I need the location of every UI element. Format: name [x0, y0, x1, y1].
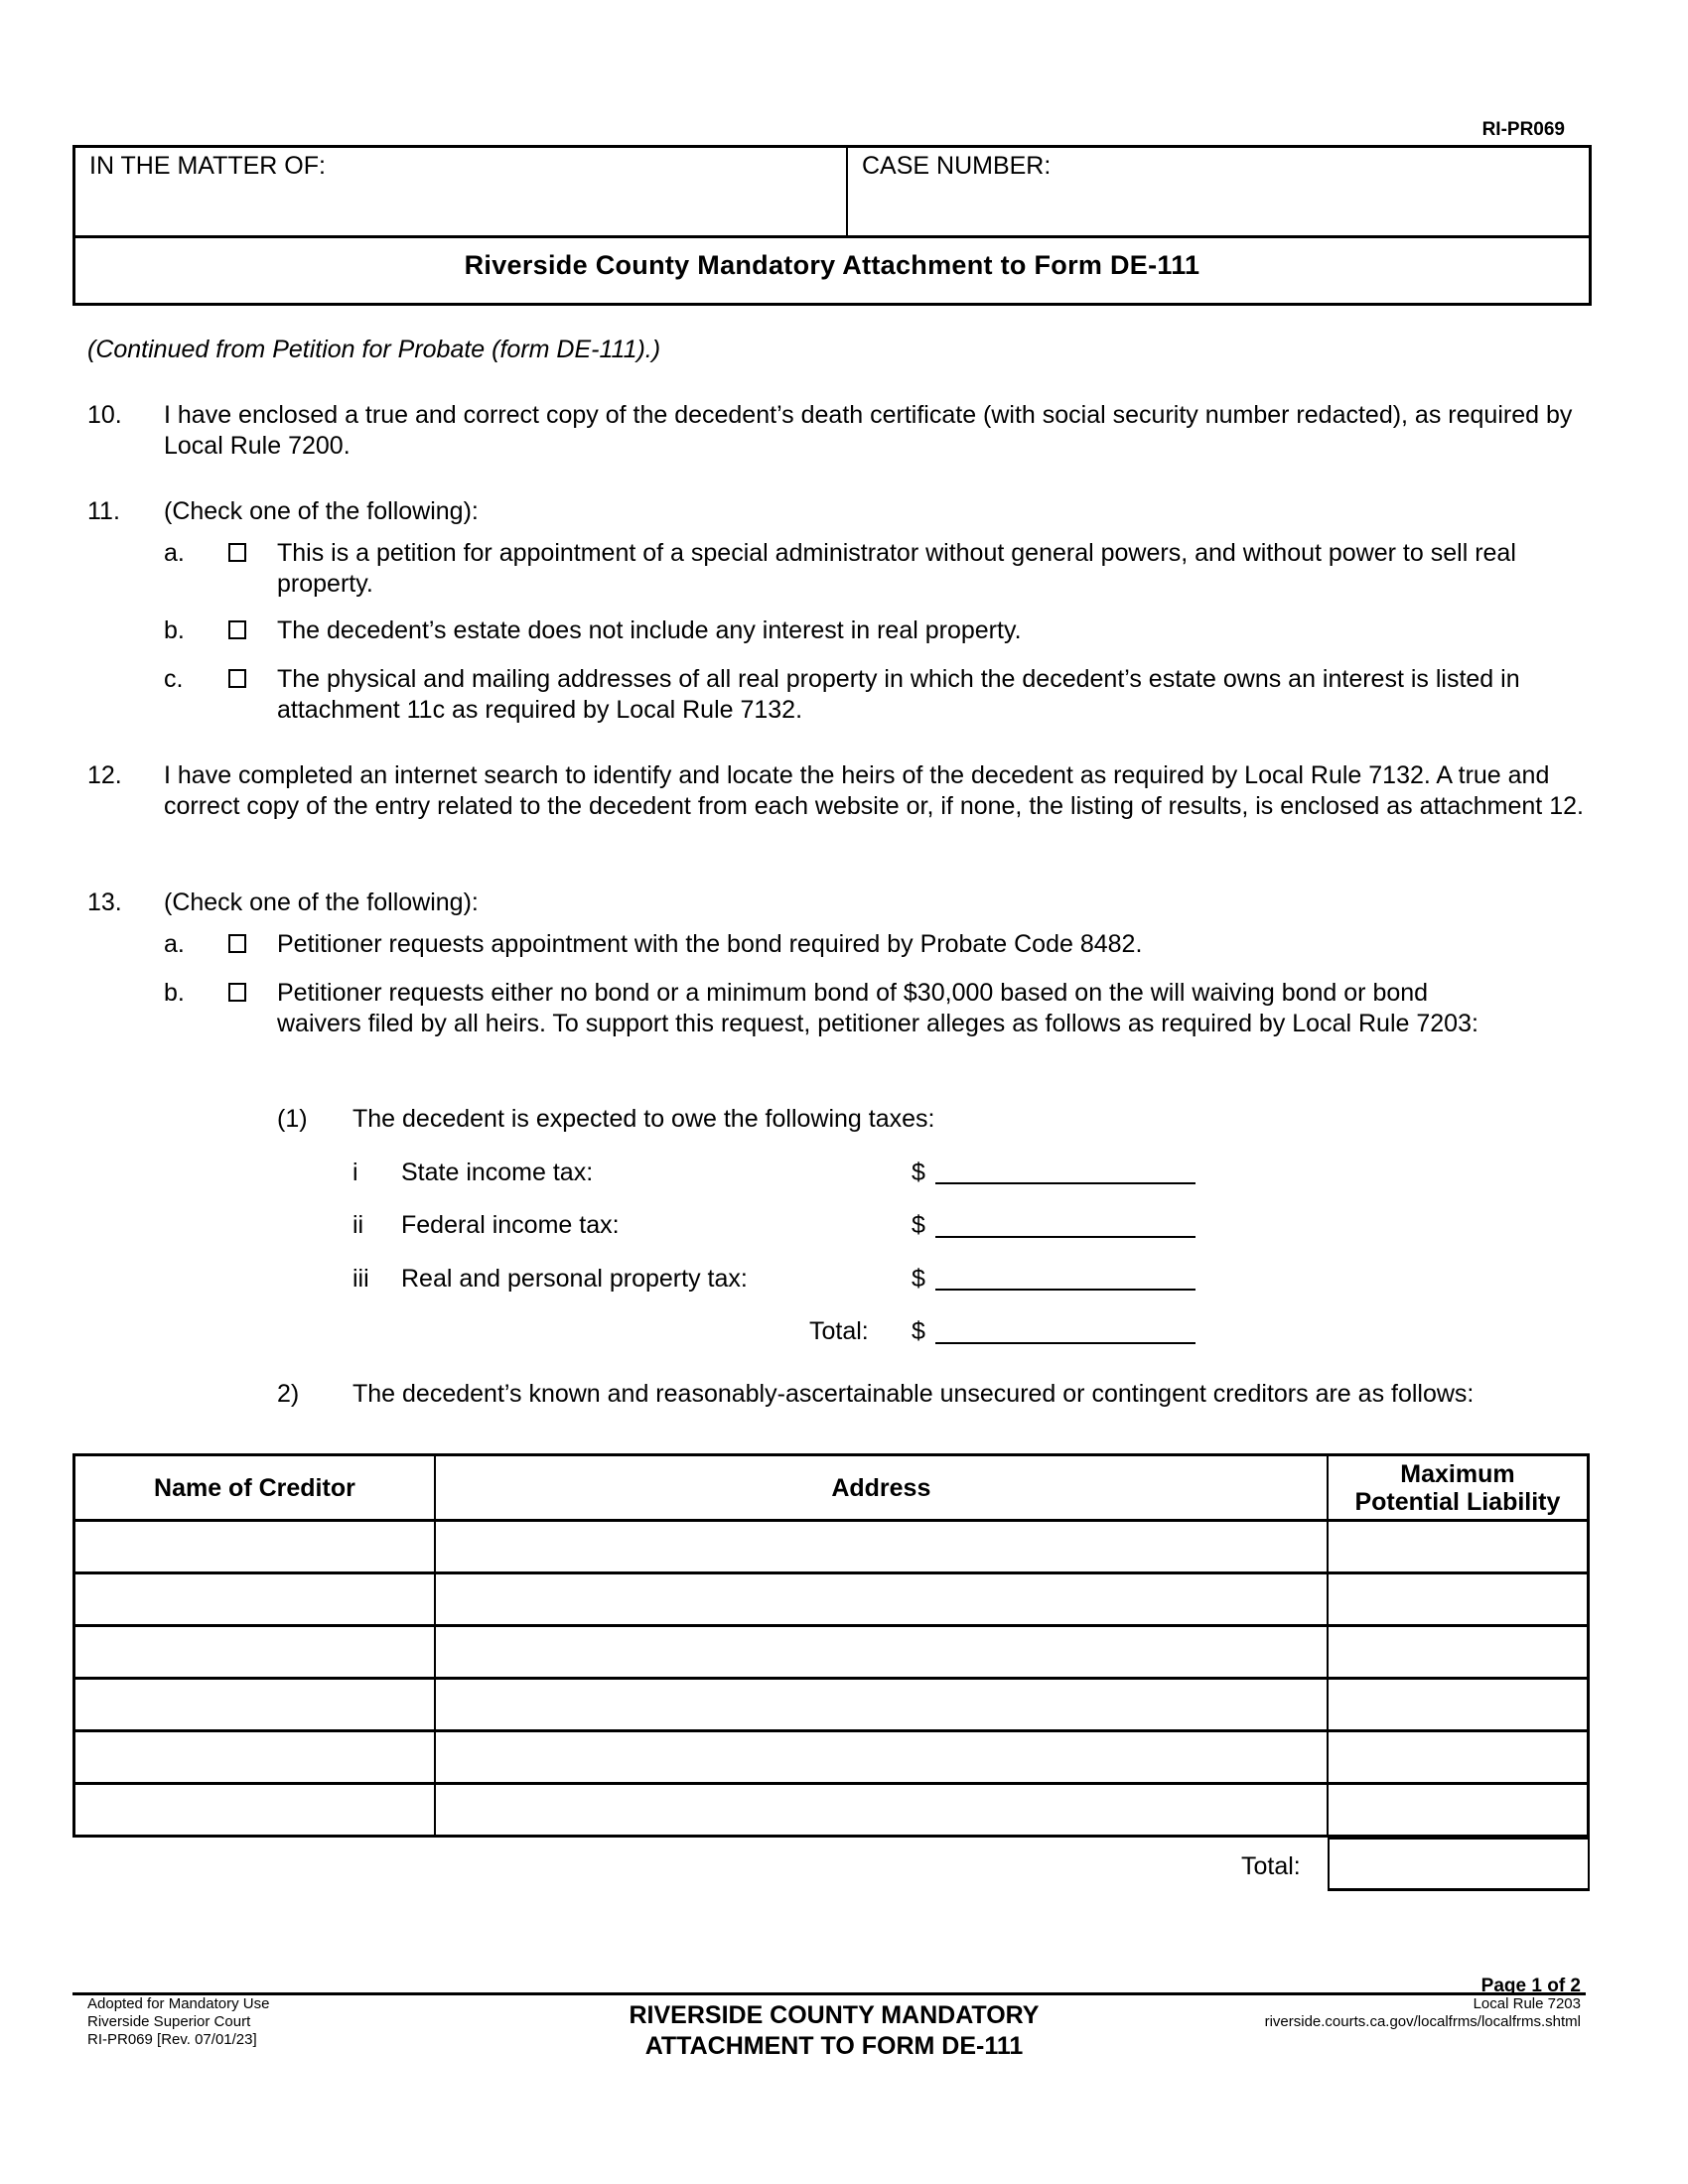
matter-field[interactable] — [75, 148, 848, 235]
item-11-text: (Check one of the following): — [164, 497, 479, 525]
footer-court: Riverside Superior Court — [87, 2013, 251, 2030]
sub-2-text: The decedent’s known and reasonably-ascertainable unsecured or contingent creditors are as follows: — [352, 1380, 1475, 1408]
tax-property-input[interactable] — [935, 1289, 1196, 1291]
column-header-liability-line1: Maximum — [1400, 1459, 1515, 1488]
footer-url-link[interactable]: riverside.courts.ca.gov/localfrms/localfrms.shtml — [1264, 2013, 1581, 2030]
creditor-address-cell[interactable] — [435, 1521, 1328, 1573]
creditor-liability-cell[interactable] — [1328, 1626, 1589, 1679]
item-10-text: I have enclosed a true and correct copy of the decedent’s death certificate (with social security number redacted), as required by Local Rule 7200. — [164, 401, 1573, 460]
table-row — [74, 1679, 1589, 1731]
form-title: Riverside County Mandatory Attachment to Form DE-111 — [464, 250, 1200, 280]
item-11b-checkbox[interactable] — [228, 620, 246, 639]
creditor-address-cell[interactable] — [435, 1573, 1328, 1626]
matter-label: IN THE MATTER OF: — [89, 152, 326, 180]
creditor-table — [72, 1453, 1590, 1838]
footer-title — [556, 2000, 1112, 2062]
creditor-address-cell[interactable] — [435, 1784, 1328, 1837]
item-13b-letter: b. — [164, 979, 185, 1007]
column-header-liability — [1328, 1455, 1589, 1521]
creditor-name-cell[interactable] — [74, 1521, 435, 1573]
creditor-liability-cell[interactable] — [1328, 1731, 1589, 1784]
tax-federal-roman: ii — [352, 1211, 364, 1239]
tax-total-currency: $ — [912, 1317, 925, 1345]
footer-adopted: Adopted for Mandatory Use — [87, 1995, 270, 2012]
table-row — [74, 1626, 1589, 1679]
item-11c-letter: c. — [164, 665, 184, 693]
form-id: RI-PR069 — [1481, 119, 1565, 140]
tax-state-input[interactable] — [935, 1182, 1196, 1184]
header-row — [75, 148, 1589, 238]
creditor-total-label: Total: — [1241, 1852, 1301, 1880]
tax-federal-currency: $ — [912, 1211, 925, 1239]
table-row — [74, 1521, 1589, 1573]
creditor-address-cell[interactable] — [435, 1731, 1328, 1784]
item-11a-letter: a. — [164, 539, 185, 567]
creditor-address-cell[interactable] — [435, 1626, 1328, 1679]
item-12-text: I have completed an internet search to identify and locate the heirs of the decedent as required by Local Rule 7132. A true and correct copy of the entry related to the decedent from each website or, if none, the listing of results, is enclosed as attachment 12. — [164, 761, 1584, 820]
table-row — [74, 1784, 1589, 1837]
footer-title-line2: ATTACHMENT TO FORM DE-111 — [644, 2032, 1024, 2060]
tax-federal-label: Federal income tax: — [401, 1211, 620, 1239]
creditor-name-cell[interactable] — [74, 1626, 435, 1679]
tax-state-currency: $ — [912, 1159, 925, 1186]
case-number-field[interactable] — [848, 148, 1589, 235]
item-13b-checkbox[interactable] — [228, 983, 246, 1002]
footer-revision: RI-PR069 [Rev. 07/01/23] — [87, 2031, 257, 2048]
tax-state-label: State income tax: — [401, 1159, 594, 1186]
creditor-table-header — [74, 1455, 1589, 1521]
item-10-number: 10. — [87, 401, 122, 429]
item-11a-checkbox[interactable] — [228, 543, 246, 562]
creditor-address-cell[interactable] — [435, 1679, 1328, 1731]
item-13a-text: Petitioner requests appointment with the bond required by Probate Code 8482. — [277, 930, 1143, 958]
item-11b-text: The decedent’s estate does not include any interest in real property. — [277, 616, 1022, 644]
creditor-name-cell[interactable] — [74, 1731, 435, 1784]
footer-left — [87, 1995, 269, 2049]
creditor-liability-cell[interactable] — [1328, 1679, 1589, 1731]
creditor-liability-cell[interactable] — [1328, 1573, 1589, 1626]
item-11b-letter: b. — [164, 616, 185, 644]
item-13b-text: Petitioner requests either no bond or a minimum bond of $30,000 based on the will waiving bond or bond waivers filed by all heirs. To support this request, petitioner alleges as follows as required by Local Rule 7203: — [277, 979, 1478, 1037]
tax-total-label: Total: — [809, 1317, 869, 1345]
item-11c-text: The physical and mailing addresses of all real property in which the decedent’s estate owns an interest is listed in attachment 11c as required by Local Rule 7132. — [277, 665, 1520, 724]
sub-1-text: The decedent is expected to owe the following taxes: — [352, 1105, 935, 1133]
sub-1-number: (1) — [277, 1105, 308, 1133]
page-indicator: Page 1 of 2 — [1480, 1976, 1581, 1996]
item-11c-checkbox[interactable] — [228, 669, 246, 688]
header-box — [72, 145, 1592, 306]
table-row — [74, 1573, 1589, 1626]
column-header-liability-line2: Potential Liability — [1354, 1487, 1561, 1516]
tax-property-roman: iii — [352, 1265, 369, 1293]
tax-state-roman: i — [352, 1159, 358, 1186]
item-13a-checkbox[interactable] — [228, 934, 246, 953]
footer-title-line1: RIVERSIDE COUNTY MANDATORY — [629, 2001, 1040, 2029]
item-13-number: 13. — [87, 888, 122, 916]
column-header-address: Address — [435, 1455, 1328, 1521]
column-header-name: Name of Creditor — [74, 1455, 435, 1521]
tax-property-label: Real and personal property tax: — [401, 1265, 748, 1293]
creditor-name-cell[interactable] — [74, 1573, 435, 1626]
creditor-liability-cell[interactable] — [1328, 1784, 1589, 1837]
intro-text: (Continued from Petition for Probate (form DE-111).) — [87, 336, 661, 363]
creditor-name-cell[interactable] — [74, 1679, 435, 1731]
footer-right — [1265, 1995, 1581, 2031]
creditor-liability-cell[interactable] — [1328, 1521, 1589, 1573]
footer-local-rule: Local Rule 7203 — [1473, 1995, 1581, 2012]
item-13-text: (Check one of the following): — [164, 888, 479, 916]
item-11-number: 11. — [87, 497, 120, 525]
case-number-label: CASE NUMBER: — [862, 152, 1052, 180]
item-12-number: 12. — [87, 761, 122, 789]
creditor-total-input[interactable] — [1328, 1838, 1590, 1891]
sub-2-number: 2) — [277, 1380, 300, 1408]
tax-total-input[interactable] — [935, 1342, 1196, 1344]
tax-federal-input[interactable] — [935, 1236, 1196, 1238]
table-row — [74, 1731, 1589, 1784]
tax-property-currency: $ — [912, 1265, 925, 1293]
creditor-name-cell[interactable] — [74, 1784, 435, 1837]
item-11a-text: This is a petition for appointment of a special administrator without general powers, and without power to sell real property. — [277, 539, 1516, 598]
item-13a-letter: a. — [164, 930, 185, 958]
